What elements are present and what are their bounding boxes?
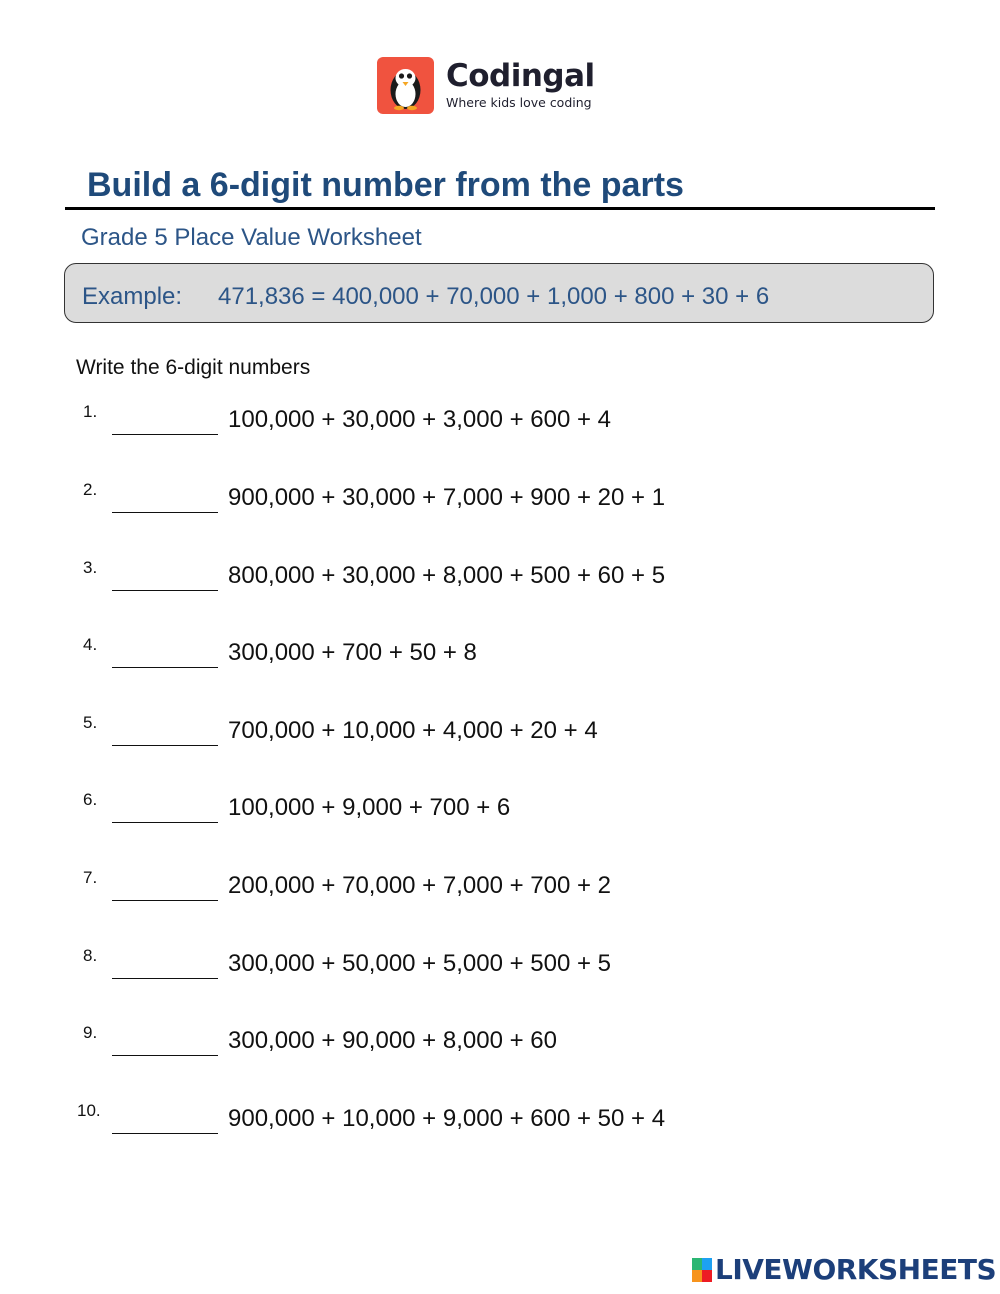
liveworksheets-logo-icon — [692, 1258, 712, 1282]
problem-item — [0, 713, 1000, 753]
example-equation: 471,836 = 400,000 + 70,000 + 1,000 + 800 + 30 + 6 — [218, 283, 770, 310]
brand-tagline: Where kids love coding — [446, 95, 592, 110]
example-label: Example: — [82, 283, 183, 310]
problem-number: 7. — [83, 868, 98, 887]
problem-item — [0, 1101, 1000, 1141]
problem-number: 9. — [83, 1023, 98, 1042]
problem-number: 1. — [83, 402, 98, 421]
brand-name: Codingal — [446, 58, 595, 94]
answer-blank[interactable] — [112, 564, 218, 591]
brand-header — [377, 56, 595, 114]
answer-blank[interactable] — [112, 1029, 218, 1056]
problem-expression: 800,000 + 30,000 + 8,000 + 500 + 60 + 5 — [228, 562, 666, 589]
problem-item — [0, 946, 1000, 986]
answer-blank[interactable] — [112, 874, 218, 901]
instructions: Write the 6-digit numbers — [76, 356, 311, 379]
worksheet-title: Build a 6-digit number from the parts — [87, 166, 684, 204]
problem-number: 2. — [83, 480, 98, 499]
answer-blank[interactable] — [112, 641, 218, 668]
answer-blank[interactable] — [112, 952, 218, 979]
answer-blank[interactable] — [112, 486, 218, 513]
answer-blank[interactable] — [112, 1107, 218, 1134]
problem-expression: 900,000 + 10,000 + 9,000 + 600 + 50 + 4 — [228, 1105, 666, 1132]
problem-expression: 100,000 + 30,000 + 3,000 + 600 + 4 — [228, 406, 612, 433]
problem-number: 8. — [83, 946, 98, 965]
title-divider — [65, 207, 935, 210]
answer-blank[interactable] — [112, 408, 218, 435]
problem-expression: 900,000 + 30,000 + 7,000 + 900 + 20 + 1 — [228, 484, 666, 511]
problem-number: 6. — [83, 790, 98, 809]
problem-item — [0, 1023, 1000, 1063]
example-box — [64, 263, 934, 323]
problem-expression: 200,000 + 70,000 + 7,000 + 700 + 2 — [228, 872, 612, 899]
problem-number: 4. — [83, 635, 98, 654]
answer-blank[interactable] — [112, 719, 218, 746]
problem-number: 5. — [83, 713, 98, 732]
liveworksheets-brand: LIVEWORKSHEETS — [715, 1253, 997, 1286]
problem-expression: 700,000 + 10,000 + 4,000 + 20 + 4 — [228, 717, 598, 744]
problem-expression: 100,000 + 9,000 + 700 + 6 — [228, 794, 511, 821]
penguin-icon — [377, 57, 434, 114]
problem-expression: 300,000 + 50,000 + 5,000 + 500 + 5 — [228, 950, 612, 977]
problem-item — [0, 868, 1000, 908]
problem-item — [0, 558, 1000, 598]
problem-item — [0, 402, 1000, 442]
problem-item — [0, 790, 1000, 830]
answer-blank[interactable] — [112, 796, 218, 823]
problem-number: 10. — [77, 1101, 101, 1120]
problem-item — [0, 480, 1000, 520]
liveworksheets-footer — [692, 1255, 996, 1285]
problem-expression: 300,000 + 90,000 + 8,000 + 60 — [228, 1027, 557, 1054]
problem-item — [0, 635, 1000, 675]
problem-number: 3. — [83, 558, 98, 577]
worksheet-subtitle: Grade 5 Place Value Worksheet — [81, 224, 422, 251]
problem-expression: 300,000 + 700 + 50 + 8 — [228, 639, 477, 666]
